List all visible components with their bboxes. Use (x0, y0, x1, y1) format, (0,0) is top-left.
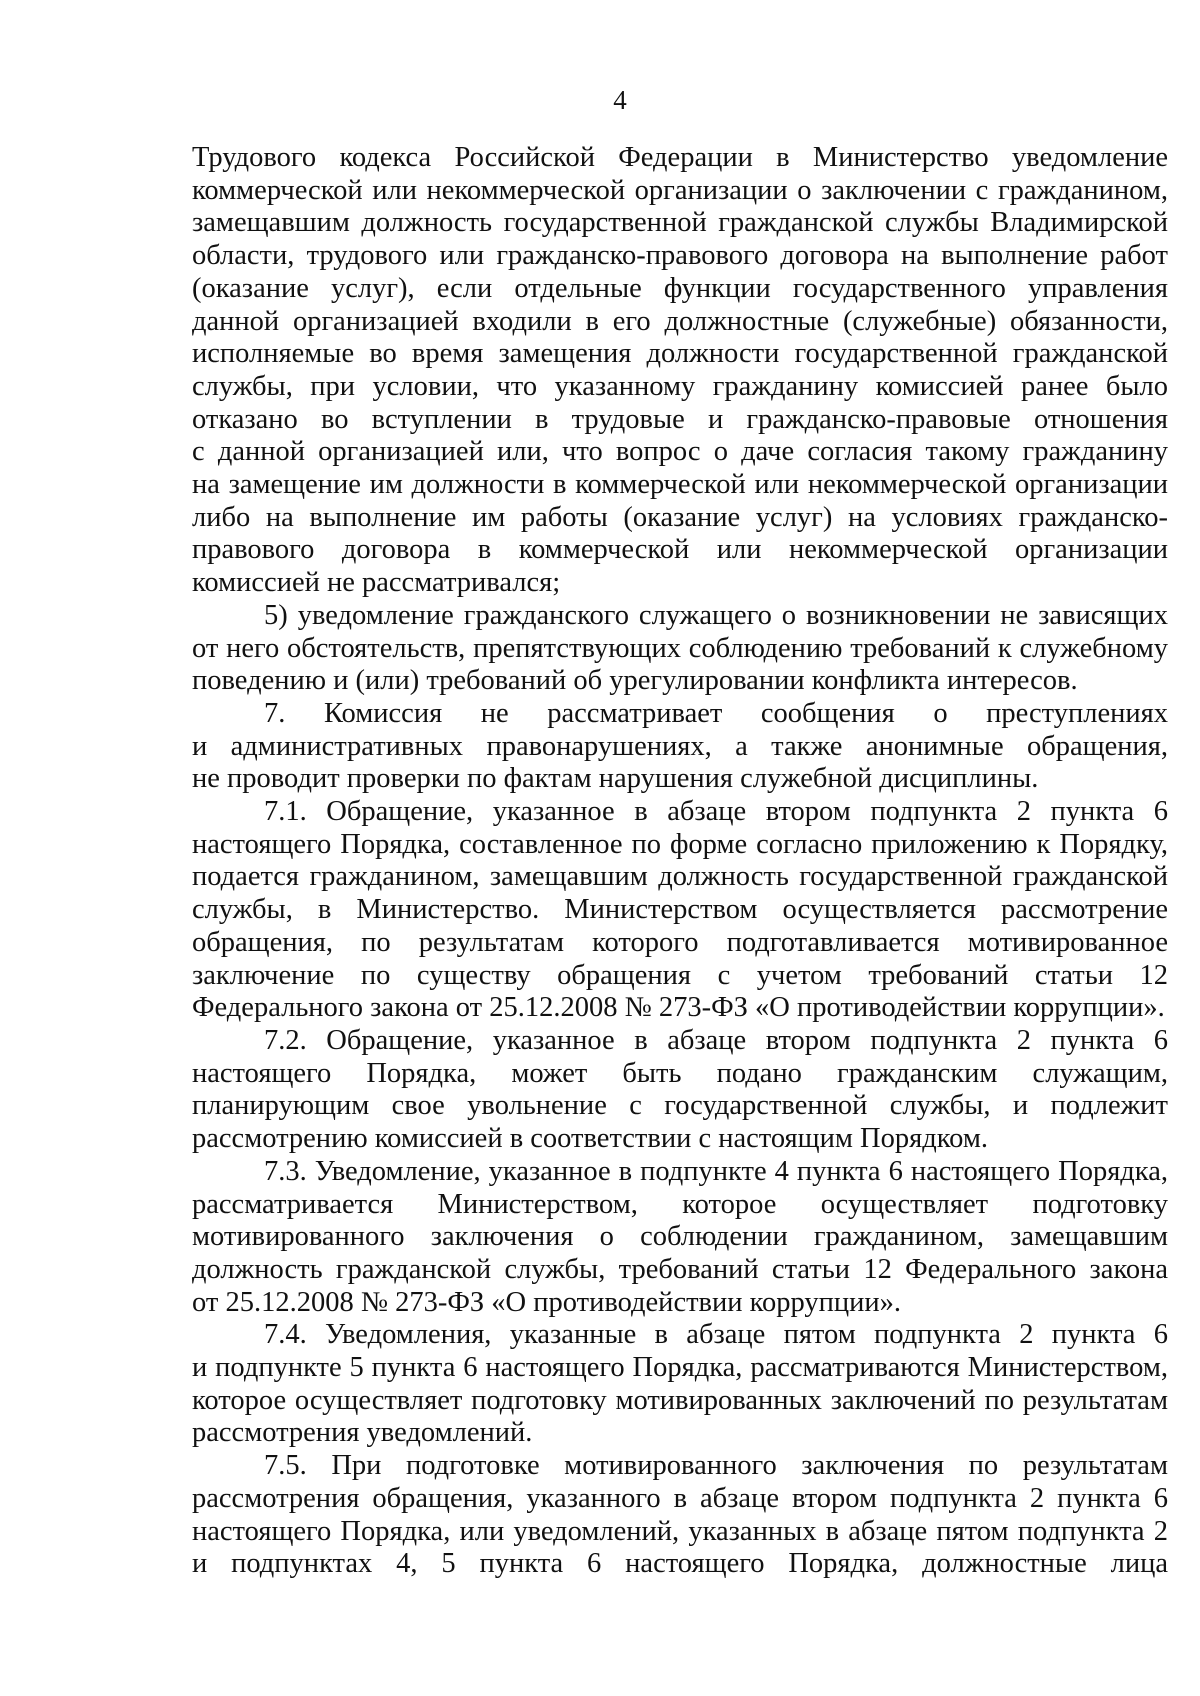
text-line: службы, в Министерство. Министерством осуществляется рассмотрение (192, 894, 1168, 926)
text-line: настоящего Порядка, или уведомлений, указанных в абзаце пятом подпункта 2 (192, 1515, 1168, 1547)
paragraph-p-7 (192, 698, 1168, 796)
text-line: данной организацией входили в его должностные (служебные) обязанности, (192, 305, 1168, 337)
text-line: рассмотрению комиссией в соответствии с настоящим Порядком. (192, 1123, 988, 1155)
text-line: рассмотрения обращения, указанного в абзаце втором подпункта 2 пункта 6 (192, 1482, 1168, 1514)
paragraph-p-7-1 (192, 796, 1168, 1025)
text-line: замещавшим должность государственной гражданской службы Владимирской (192, 207, 1168, 239)
text-line: (оказание услуг), если отдельные функции государственного управления (192, 272, 1168, 304)
text-line: 7.1. Обращение, указанное в абзаце втором подпункта 2 пункта 6 (264, 796, 1168, 828)
text-line: на замещение им должности в коммерческой или некоммерческой организации (192, 469, 1168, 501)
text-line: правового договора в коммерческой или некоммерческой организации (192, 534, 1168, 566)
paragraph-p-7-3 (192, 1156, 1168, 1320)
text-line: подается гражданином, замещавшим должность государственной гражданской (192, 861, 1168, 893)
text-line: Федерального закона от 25.12.2008 № 273-ФЗ «О противодействии коррупции». (192, 992, 1165, 1024)
text-line: не проводит проверки по фактам нарушения служебной дисциплины. (192, 763, 1039, 795)
document-body (192, 142, 1168, 1581)
paragraph-p-7-5 (192, 1450, 1168, 1581)
text-line: области, трудового или гражданско-правового договора на выполнение работ (192, 240, 1168, 272)
text-line: заключение по существу обращения с учетом требований статьи 12 (192, 959, 1168, 991)
text-line: отказано во вступлении в трудовые и гражданско-правовые отношения (192, 403, 1168, 435)
text-line: от него обстоятельств, препятствующих соблюдению требований к служебному (192, 632, 1168, 664)
text-line: 7. Комиссия не рассматривает сообщения о преступлениях (264, 697, 1168, 729)
text-line: и подпунктах 4, 5 пункта 6 настоящего Порядка, должностные лица (192, 1548, 1168, 1580)
text-line: коммерческой или некоммерческой организации о заключении с гражданином, (192, 174, 1168, 206)
text-line: поведению и (или) требований об урегулировании конфликта интересов. (192, 665, 1078, 697)
text-line: мотивированного заключения о соблюдении гражданином, замещавшим (192, 1221, 1168, 1253)
text-line: настоящего Порядка, составленное по форме согласно приложению к Порядку, (192, 828, 1168, 860)
text-line: службы, при условии, что указанному гражданину комиссией ранее было (192, 370, 1168, 402)
text-line: планирующим свое увольнение с государственной службы, и подлежит (192, 1090, 1168, 1122)
text-line: обращения, по результатам которого подготавливается мотивированное (192, 926, 1168, 958)
text-line: 7.2. Обращение, указанное в абзаце втором подпункта 2 пункта 6 (264, 1024, 1168, 1056)
text-line: рассматривается Министерством, которое осуществляет подготовку (192, 1188, 1168, 1220)
text-line: рассмотрения уведомлений. (192, 1417, 533, 1449)
text-line: 5) уведомление гражданского служащего о возникновении не зависящих (264, 599, 1168, 631)
text-line: от 25.12.2008 № 273-ФЗ «О противодействии коррупции». (192, 1286, 902, 1318)
text-line: с данной организацией или, что вопрос о даче согласия такому гражданину (192, 436, 1168, 468)
paragraph-p-7-4 (192, 1319, 1168, 1450)
text-line: настоящего Порядка, может быть подано гражданским служащим, (192, 1057, 1168, 1089)
paragraph-p-cont (192, 142, 1168, 600)
text-line: и административных правонарушениях, а также анонимные обращения, (192, 730, 1168, 762)
paragraph-p-5 (192, 600, 1168, 698)
paragraph-p-7-2 (192, 1025, 1168, 1156)
text-line: Трудового кодекса Российской Федерации в Министерство уведомление (192, 142, 1168, 173)
text-line: и подпункте 5 пункта 6 настоящего Порядка, рассматриваются Министерством, (192, 1352, 1168, 1384)
text-line: исполняемые во время замещения должности государственной гражданской (192, 338, 1168, 370)
text-line: 7.5. При подготовке мотивированного заключения по результатам (264, 1450, 1168, 1482)
text-line: 7.3. Уведомление, указанное в подпункте 4 пункта 6 настоящего Порядка, (264, 1155, 1168, 1187)
text-line: должность гражданской службы, требований статьи 12 Федерального закона (192, 1253, 1168, 1285)
page-number: 4 (613, 85, 627, 115)
text-line: которое осуществляет подготовку мотивированных заключений по результатам (192, 1384, 1168, 1416)
text-line: либо на выполнение им работы (оказание услуг) на условиях гражданско- (192, 501, 1168, 533)
text-line: 7.4. Уведомления, указанные в абзаце пятом подпункта 2 пункта 6 (264, 1319, 1168, 1351)
text-line: комиссией не рассматривался; (192, 567, 561, 599)
